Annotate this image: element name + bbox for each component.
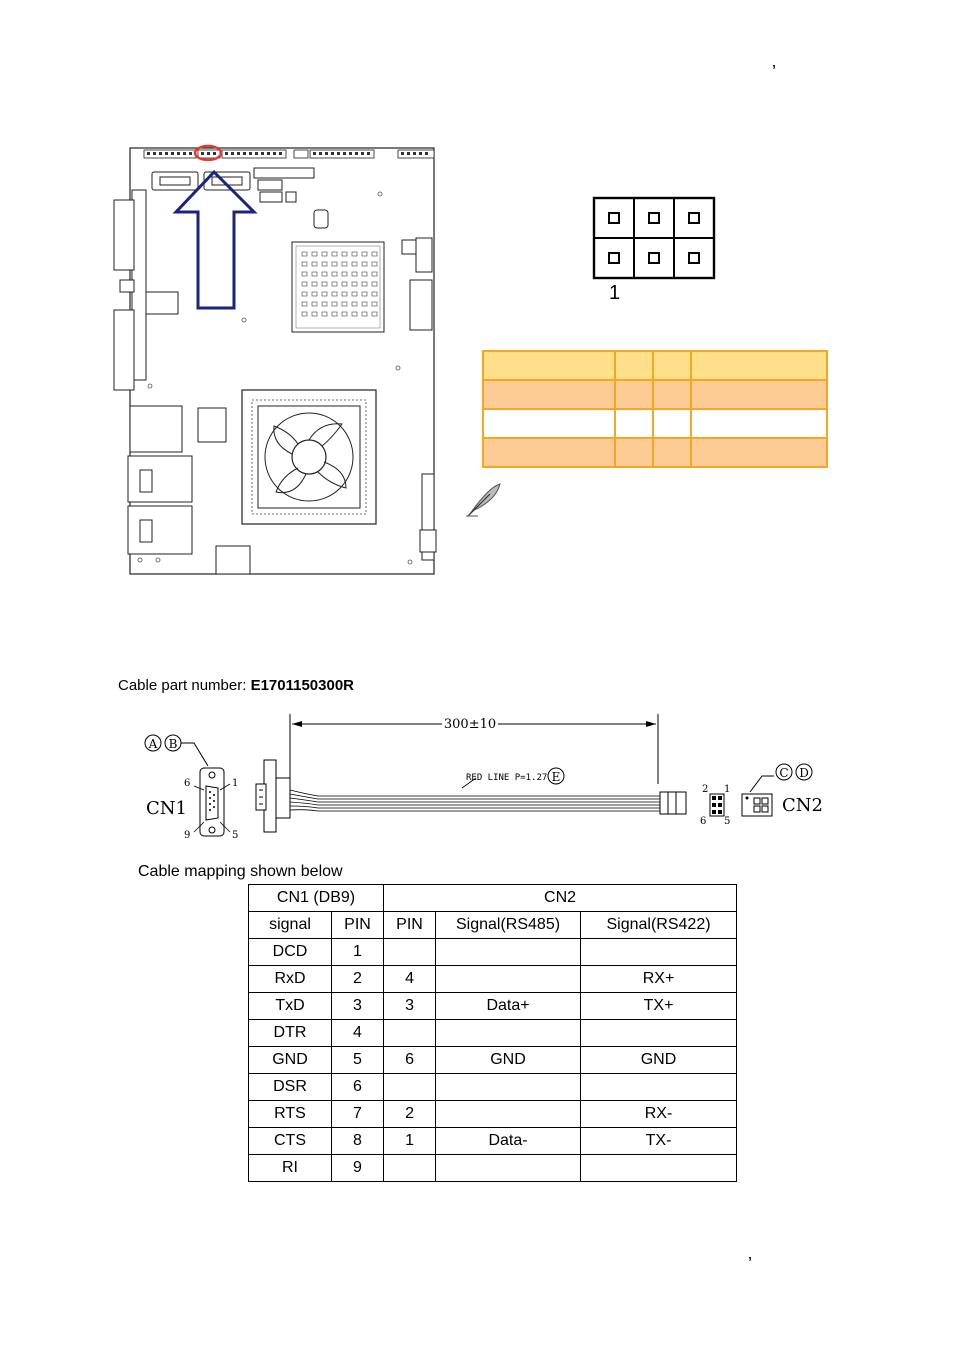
table-cell [581,1074,737,1101]
cn1-label: CN1 [146,798,187,819]
column-header: Signal(RS422) [581,912,737,939]
db9-pin-5: 5 [232,830,239,841]
table-cell: 5 [332,1047,384,1074]
cn2-pin-6: 6 [700,816,707,827]
bubble-b: B [168,737,178,751]
red-line-text: RED LINE P=1.27 [466,773,548,783]
table-cell: 1 [384,1128,436,1155]
bottom-mark: ’ [748,1254,752,1274]
table-cell [384,1074,436,1101]
table-cell [436,1101,581,1128]
table-header-row [483,351,827,380]
cn2-pin-1: 1 [724,784,731,795]
table-cell: 3 [332,993,384,1020]
cable-part-number [118,677,354,694]
table-cell: 4 [384,966,436,993]
group-header-cn1: CN1 (DB9) [249,885,384,912]
column-header: Signal(RS485) [436,912,581,939]
table-row [249,1020,737,1047]
table-cell: 7 [332,1101,384,1128]
table-cell: RTS [249,1101,332,1128]
table-cell [384,939,436,966]
table-row [483,380,827,409]
group-header-row [249,885,737,912]
column-header: signal [249,912,332,939]
column-header: PIN [332,912,384,939]
table-cell: Data- [436,1128,581,1155]
table-cell: DSR [249,1074,332,1101]
table-row [483,438,827,467]
column-header: PIN [384,912,436,939]
board-diagram [110,140,440,580]
table-cell [436,1020,581,1047]
group-header-cn2: CN2 [384,885,737,912]
table-cell: CTS [249,1128,332,1155]
table-cell: GND [581,1047,737,1074]
column-header-row [249,912,737,939]
table-cell: 1 [332,939,384,966]
table-cell [581,1020,737,1047]
table-cell [581,939,737,966]
table-cell: Data+ [436,993,581,1020]
table-cell: 3 [384,993,436,1020]
table-cell: RX- [581,1101,737,1128]
table-row [249,1128,737,1155]
bubble-d: D [799,766,809,780]
pin-assignment-table [482,350,828,468]
cable-part-number-label: Cable part number: [118,677,251,694]
cable-part-number-value: E1701150300R [250,677,355,694]
table-cell [436,1074,581,1101]
cn2-label: CN2 [782,795,823,816]
pin1-label: 1 [609,282,621,304]
table-cell [436,939,581,966]
pin-header-diagram [592,196,716,280]
table-cell: DCD [249,939,332,966]
table-cell: DTR [249,1020,332,1047]
cable-drawing [136,712,832,842]
table-cell: GND [249,1047,332,1074]
table-row [249,939,737,966]
table-row [483,409,827,438]
table-cell [581,1155,737,1182]
table-cell: TX- [581,1128,737,1155]
table-cell: 4 [332,1020,384,1047]
table-cell [436,966,581,993]
table-cell [384,1020,436,1047]
bubble-c: C [779,766,789,780]
table-row [249,966,737,993]
table-cell: 9 [332,1155,384,1182]
table-row [249,1047,737,1074]
table-cell: RX+ [581,966,737,993]
cn2-pin-2: 2 [702,784,709,795]
table-cell: 2 [332,966,384,993]
table-cell [384,1155,436,1182]
table-cell: TxD [249,993,332,1020]
table-cell: 6 [332,1074,384,1101]
top-mark: ’ [772,62,776,82]
table-row [249,993,737,1020]
table-cell: GND [436,1047,581,1074]
table-cell: 6 [384,1047,436,1074]
cable-mapping-table [248,884,737,1182]
cn2-pin-5: 5 [724,816,731,827]
table-row [249,1155,737,1182]
table-cell: 2 [384,1101,436,1128]
bubble-a: A [148,737,158,751]
db9-pin-1: 1 [232,778,239,789]
mapping-caption: Cable mapping shown below [138,863,343,880]
table-cell [436,1155,581,1182]
bubble-e: E [551,770,561,784]
table-row [249,1074,737,1101]
table-cell: TX+ [581,993,737,1020]
note-feather-icon [464,480,504,518]
table-row [249,1101,737,1128]
table-cell: RxD [249,966,332,993]
db9-pin-6: 6 [184,778,191,789]
cable-length-label: 300±10 [443,717,497,732]
db9-pin-9: 9 [184,830,191,841]
table-cell: 8 [332,1128,384,1155]
table-cell: RI [249,1155,332,1182]
